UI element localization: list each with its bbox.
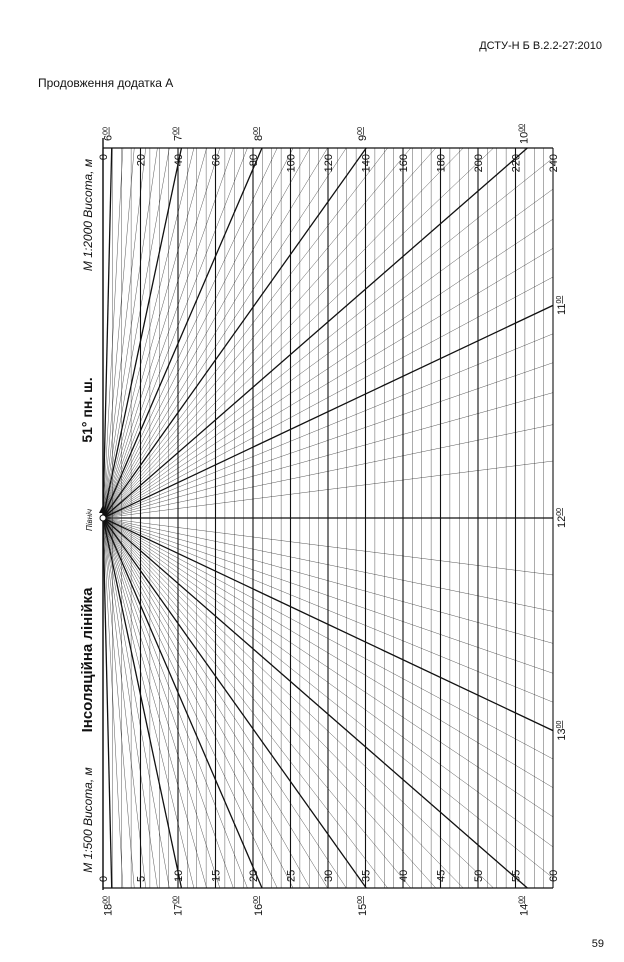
time-ray-minor	[103, 148, 277, 518]
hour-label: $17^{00}$	[172, 895, 185, 917]
hour-label: $11^{00}$	[556, 295, 568, 315]
time-ray-minor	[103, 148, 247, 518]
time-ray-minor	[103, 518, 388, 888]
height-2000-label: 100	[285, 154, 298, 173]
ruler-title: Інсоляційна лінійка	[79, 587, 96, 733]
height-2000-label: 220	[510, 154, 523, 173]
time-ray-minor	[103, 518, 277, 888]
height-500-label: 35	[360, 869, 373, 882]
time-ray-minor	[103, 148, 194, 518]
height-2000-label: 180	[435, 154, 448, 173]
height-500-label: 10	[173, 869, 185, 882]
hour-label: $6^{00}$	[102, 127, 115, 141]
hour-label: $10^{00}$	[518, 123, 531, 145]
hour-label: $8^{00}$	[253, 127, 266, 141]
height-2000-label: 80	[248, 154, 260, 167]
height-500-label: 5	[135, 875, 148, 882]
height-2000-label: 0	[98, 154, 110, 161]
height-500-label: 45	[435, 869, 448, 882]
height-500-label: 30	[323, 869, 335, 882]
hour-label: $18^{00}$	[102, 895, 115, 917]
hour-label: $14^{00}$	[518, 895, 531, 917]
time-ray-minor	[103, 518, 463, 888]
hour-ray	[103, 518, 112, 888]
height-2000-label: 40	[173, 154, 185, 167]
north-label: Північ	[85, 508, 94, 532]
time-ray-minor	[103, 518, 436, 888]
height-500-label: 0	[98, 875, 110, 882]
time-ray-minor	[103, 518, 247, 888]
height-500-label: 25	[285, 869, 298, 882]
height-2000-label: 200	[473, 154, 485, 173]
hour-label: $7^{00}$	[172, 127, 185, 141]
height-500-label: 15	[210, 869, 223, 882]
time-ray-minor	[103, 518, 233, 888]
time-ray-minor	[103, 148, 293, 518]
hour-label: $16^{00}$	[253, 895, 266, 917]
time-ray-minor	[103, 148, 463, 518]
latitude-label: 51° пн. ш.	[79, 377, 95, 443]
height-2000-label: 140	[360, 154, 373, 173]
time-ray-minor	[103, 518, 293, 888]
scale-500-label: М 1:500 Висота, м	[81, 767, 95, 873]
hour-ray	[103, 148, 527, 518]
time-ray-minor	[103, 148, 388, 518]
appendix-continuation: Продовження додатка А	[38, 76, 174, 90]
height-2000-label: 160	[398, 154, 410, 173]
scale-2000-label: М 1:2000 Висота, м	[81, 158, 95, 272]
height-500-label: 60	[548, 869, 560, 882]
page-number: 59	[591, 938, 604, 950]
ruler-grid	[103, 138, 553, 890]
hour-label: $12^{00}$	[556, 507, 568, 529]
height-2000-label: 20	[135, 154, 148, 167]
hour-label: $13^{00}$	[556, 720, 568, 741]
time-ray-minor	[103, 518, 194, 888]
document-code: ДСТУ-Н Б В.2.2-27:2010	[479, 40, 602, 52]
hour-ray	[103, 148, 112, 518]
height-500-label: 20	[248, 869, 260, 882]
time-ray-minor	[103, 148, 436, 518]
height-500-label: 50	[473, 869, 485, 882]
height-2000-label: 120	[323, 154, 335, 173]
origin-marker	[100, 515, 106, 521]
hour-label: $15^{00}$	[357, 895, 370, 917]
height-2000-label: 60	[210, 154, 223, 167]
height-500-label: 55	[510, 869, 523, 882]
hour-label: $9^{00}$	[357, 127, 370, 141]
height-2000-label: 240	[548, 154, 560, 173]
height-500-label: 40	[398, 869, 410, 882]
hour-ray	[103, 518, 527, 888]
time-ray-minor	[103, 148, 233, 518]
